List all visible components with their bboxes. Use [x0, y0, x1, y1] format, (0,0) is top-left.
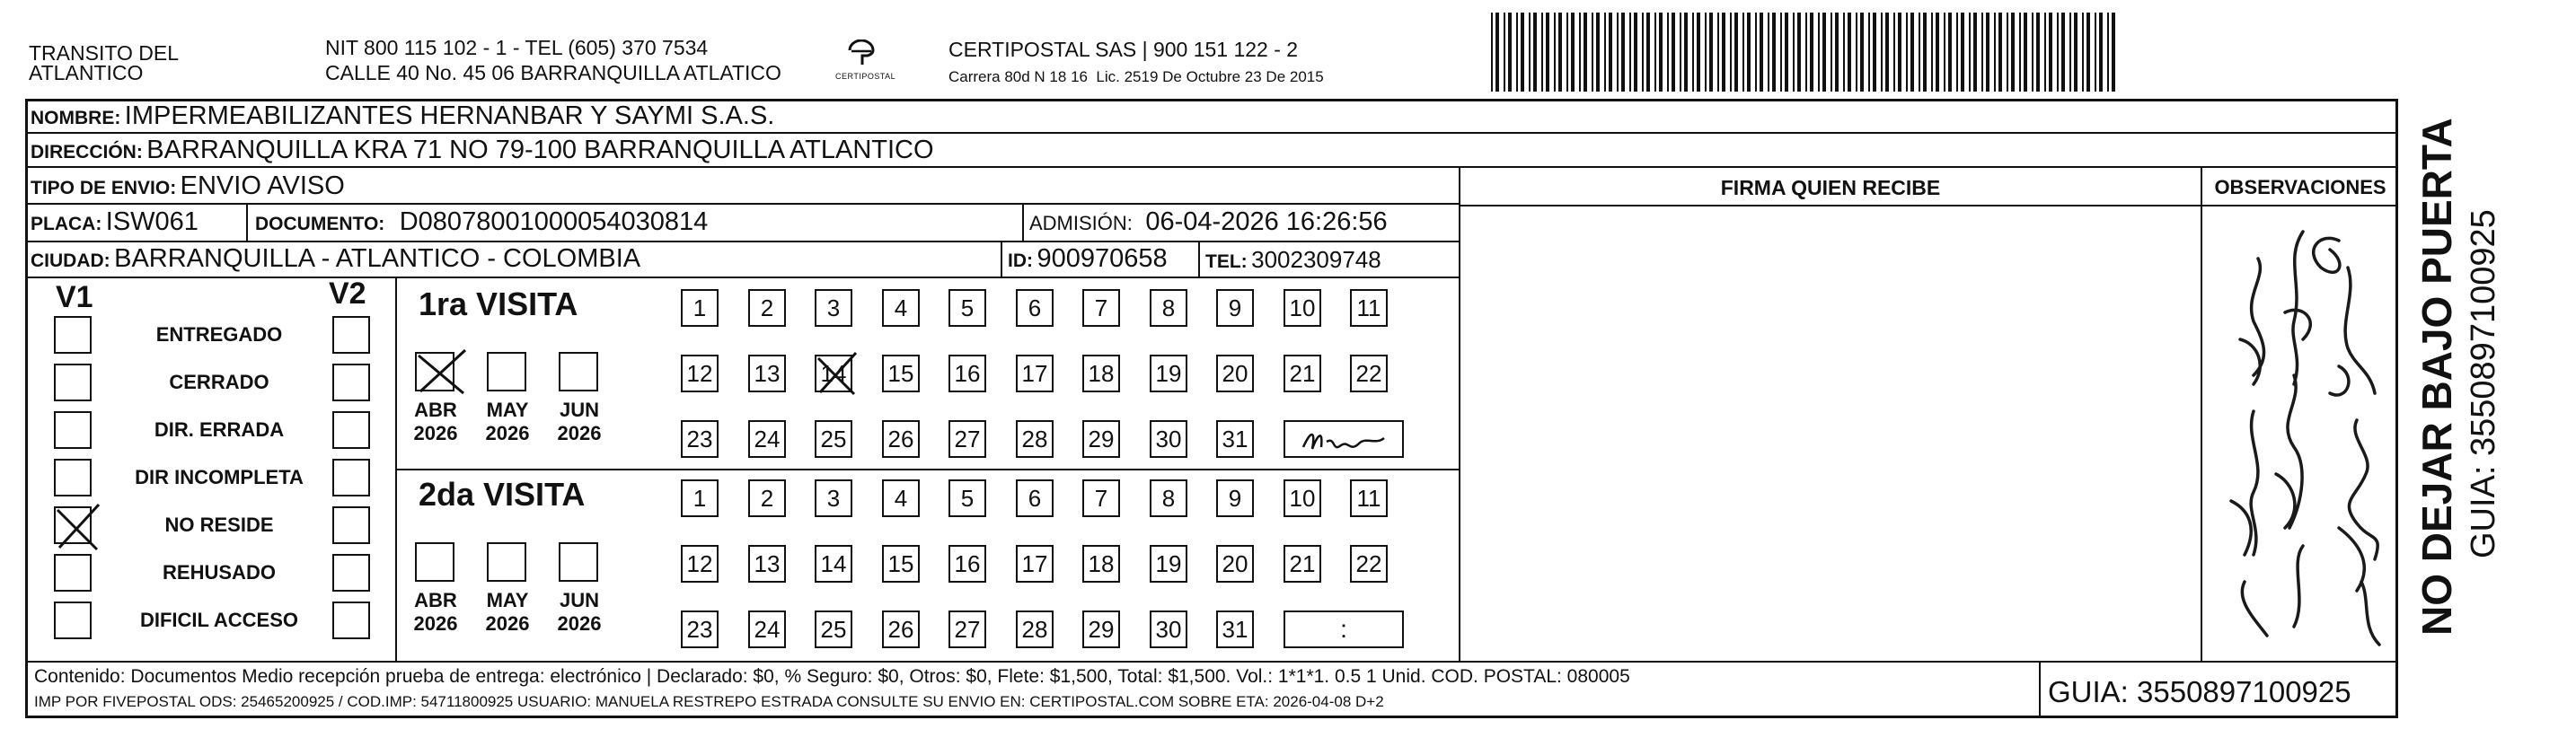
barcode-bar: [1747, 13, 1751, 92]
day-3-box[interactable]: 3: [815, 479, 852, 517]
day-5-box[interactable]: 5: [948, 289, 986, 327]
day-16-box[interactable]: 16: [948, 355, 986, 392]
barcode-bar: [1923, 13, 1927, 92]
footer-print-info: IMP POR FIVEPOSTAL ODS: 25465200925 / COD.IMP: 54711800925 USUARIO: MANUELA RESTREPO ESTRADA CONSULTE SU ENVIO EN: CERTIPOSTAL.COM SOBRE ETA: 2026-04-08 D+2: [34, 693, 1384, 710]
barcode-bar: [1848, 13, 1851, 92]
month-year: 2026: [557, 612, 602, 635]
col-divider: [1459, 166, 1460, 661]
day-13-box[interactable]: 13: [748, 355, 786, 392]
documento-cell: [255, 207, 708, 237]
barcode-bar: [2099, 13, 2103, 92]
courier-license: Carrera 80d N 18 16 Lic. 2519 De Octubre 23 De 2015: [948, 68, 1324, 85]
barcode-bar: [1986, 13, 1989, 92]
barcode-bar: [1742, 13, 1744, 92]
day-8-box[interactable]: 8: [1150, 479, 1187, 517]
documento-label: DOCUMENTO:: [255, 214, 385, 234]
day-17-box[interactable]: 17: [1016, 545, 1054, 583]
v2-checkbox[interactable]: [332, 602, 370, 639]
ciudad-value: BARRANQUILLA - ATLANTICO - COLOMBIA: [114, 244, 641, 273]
day-31-box[interactable]: 31: [1216, 610, 1254, 648]
v2-header: V2: [329, 277, 366, 311]
month-label: [548, 399, 611, 445]
barcode-bar: [1998, 13, 2002, 92]
month-checkbox[interactable]: [487, 352, 526, 391]
barcode-bar: [1910, 13, 1914, 92]
day-24-box[interactable]: 24: [748, 610, 786, 648]
status-option-label: DIFICIL ACCESO: [139, 609, 298, 631]
day-19-box[interactable]: 19: [1150, 355, 1187, 392]
day-5-box[interactable]: 5: [948, 479, 986, 517]
barcode-bar: [1831, 13, 1832, 92]
barcode-bar: [1584, 13, 1587, 92]
day-4-box[interactable]: 4: [882, 289, 920, 327]
barcode-bar: [1508, 13, 1512, 92]
status-option-label: DIR. ERRADA: [154, 418, 285, 441]
month-name: MAY: [486, 399, 529, 421]
barcode-bar: [1672, 13, 1675, 92]
barcode-bar: [2082, 13, 2084, 92]
barcode-bar: [1868, 13, 1870, 92]
month-label: [548, 589, 611, 636]
day-26-box[interactable]: 26: [882, 610, 920, 648]
org-name-line2: ATLANTICO: [29, 61, 144, 84]
barcode-bar: [1768, 13, 1769, 92]
month-name: MAY: [486, 589, 529, 611]
barcode-bar: [1609, 13, 1612, 92]
barcode-bar: [1596, 13, 1600, 92]
barcode-bar: [2024, 13, 2027, 92]
barcode-bar: [1566, 13, 1568, 92]
day-23-box[interactable]: 23: [681, 610, 719, 648]
tel-cell: [1205, 246, 1381, 274]
barcode-bar: [1810, 13, 1813, 92]
day-21-box[interactable]: 21: [1284, 355, 1321, 392]
barcode-bar: [1760, 13, 1763, 92]
month-year: 2026: [485, 422, 530, 444]
month-checkbox[interactable]: [415, 352, 454, 391]
day-6-box[interactable]: 6: [1016, 289, 1054, 327]
row-divider: [25, 277, 1459, 278]
barcode-bar: [1969, 13, 1971, 92]
barcode-bar: [1697, 13, 1700, 92]
status-option-label: DIR INCOMPLETA: [135, 466, 304, 488]
documento-value: D08078001000054030814: [399, 207, 709, 236]
barcode-bar: [1722, 13, 1725, 92]
day-8-box[interactable]: 8: [1150, 289, 1187, 327]
barcode-bar: [1516, 13, 1518, 92]
barcode-bar: [1919, 13, 1920, 92]
day-31-box[interactable]: 31: [1216, 420, 1254, 458]
footer-content: Contenido: Documentos Medio recepción prueba de entrega: electrónico | Declarado: $0, % Seguro: $0, Otros: $0, Flete: $1,500, Total: $1,500. Vol.: 1*1*1. 0.5 1 Unid. COD. POSTAL: 080005: [34, 666, 1630, 687]
row-divider: [25, 241, 1459, 242]
barcode-bar: [1793, 13, 1795, 92]
direccion-value: BARRANQUILLA KRA 71 NO 79-100 BARRANQUILLA ATLANTICO: [146, 136, 934, 164]
status-option-label: NO RESIDE: [164, 514, 274, 536]
day-30-box[interactable]: 30: [1150, 610, 1187, 648]
barcode-bar: [1843, 13, 1845, 92]
barcode-bar: [1642, 13, 1644, 92]
day-3-box[interactable]: 3: [815, 289, 852, 327]
day-14-box[interactable]: 14: [815, 355, 852, 392]
ciudad-cell: [31, 244, 640, 274]
address-line: CALLE 40 No. 45 06 BARRANQUILLA ATLATICO: [325, 61, 781, 84]
barcode-bar: [1717, 13, 1719, 92]
day-14-box[interactable]: 14: [815, 545, 852, 583]
day-11-box[interactable]: 11: [1350, 479, 1388, 517]
month-name: JUN: [559, 399, 599, 421]
barcode-bar: [1948, 13, 1952, 92]
barcode-bar: [1533, 13, 1537, 92]
barcode-bar: [2057, 13, 2059, 92]
courier-logo: [830, 40, 896, 90]
day-16-box[interactable]: 16: [948, 545, 986, 583]
check-mark-icon: [52, 501, 102, 553]
day-22-box[interactable]: 22: [1350, 355, 1388, 392]
barcode-bar: [1667, 13, 1669, 92]
barcode-bar: [1617, 13, 1619, 92]
day-18-box[interactable]: 18: [1082, 545, 1120, 583]
barcode-bar: [1818, 13, 1820, 92]
barcode-bar: [2095, 13, 2096, 92]
day-9-box[interactable]: 9: [1216, 289, 1254, 327]
cell-divider: [1001, 241, 1002, 277]
barcode-bar: [1893, 13, 1895, 92]
day-22-box[interactable]: 22: [1350, 545, 1388, 583]
visit1-title: 1ra VISITA: [419, 285, 578, 322]
row-divider: [25, 166, 2398, 168]
day-28-box[interactable]: 28: [1016, 610, 1054, 648]
barcode: [1491, 13, 2120, 92]
day-2-box[interactable]: 2: [748, 479, 786, 517]
barcode-bar: [1931, 13, 1933, 92]
barcode-bar: [2086, 13, 2090, 92]
v1-checkbox[interactable]: [54, 506, 92, 544]
barcode-bar: [1822, 13, 1826, 92]
day-15-box[interactable]: 15: [882, 355, 920, 392]
v1-checkbox[interactable]: [54, 459, 92, 496]
row-divider: [25, 203, 1459, 205]
barcode-bar: [1629, 13, 1631, 92]
barcode-bar: [2007, 13, 2008, 92]
day-15-box[interactable]: 15: [882, 545, 920, 583]
barcode-bar: [1692, 13, 1694, 92]
barcode-bar: [1705, 13, 1707, 92]
id-value: 900970658: [1037, 244, 1168, 273]
nombre-row: [31, 101, 774, 131]
day-24-box[interactable]: 24: [748, 420, 786, 458]
barcode-bar: [1621, 13, 1625, 92]
v1-checkbox[interactable]: [54, 602, 92, 639]
barcode-bar: [1734, 13, 1738, 92]
status-option-label: CERRADO: [169, 371, 269, 393]
v1-checkbox[interactable]: [54, 316, 92, 354]
v1-checkbox[interactable]: [54, 364, 92, 401]
day-20-box[interactable]: 20: [1216, 355, 1254, 392]
check-mark-icon: [413, 347, 469, 397]
barcode-bar: [1495, 13, 1499, 92]
v2-checkbox[interactable]: [332, 411, 370, 449]
visit-divider: [395, 469, 1459, 470]
cell-divider: [2039, 661, 2041, 718]
day-23-box[interactable]: 23: [681, 420, 719, 458]
barcode-bar: [1835, 13, 1839, 92]
barcode-bar: [1797, 13, 1801, 92]
status-option-label: REHUSADO: [163, 561, 276, 584]
org-name-line1: TRANSITO DEL: [29, 41, 179, 65]
v1-checkbox[interactable]: [54, 411, 92, 449]
day-18-box[interactable]: 18: [1082, 355, 1120, 392]
barcode-bar: [1730, 13, 1732, 92]
observaciones-handwriting: [2204, 205, 2396, 659]
tipo-value: ENVIO AVISO: [180, 171, 345, 200]
barcode-bar: [1646, 13, 1650, 92]
barcode-bar: [2069, 13, 2071, 92]
tipo-row: [31, 171, 345, 201]
day-12-box[interactable]: 12: [681, 545, 719, 583]
barcode-bar: [1881, 13, 1883, 92]
placa-cell: [31, 207, 198, 237]
barcode-bar: [1994, 13, 1996, 92]
day-1-box[interactable]: 1: [681, 479, 719, 517]
day-7-box[interactable]: 7: [1082, 479, 1120, 517]
month-name: ABR: [414, 589, 457, 611]
barcode-bar: [1981, 13, 1983, 92]
day-21-box[interactable]: 21: [1284, 545, 1321, 583]
month-label: [404, 399, 467, 445]
barcode-bar: [1906, 13, 1908, 92]
courier-name: CERTIPOSTAL SAS | 900 151 122 - 2: [948, 38, 1299, 61]
barcode-bar: [2061, 13, 2065, 92]
barcode-bar: [1554, 13, 1556, 92]
barcode-bar: [1898, 13, 1901, 92]
footer-guia: GUIA: 3550897100925: [2048, 675, 2351, 708]
side-warning: NO DEJAR BAJO PUERTA: [2413, 118, 2460, 636]
v2-checkbox[interactable]: [332, 364, 370, 401]
day-27-box[interactable]: 27: [948, 610, 986, 648]
barcode-bar: [1604, 13, 1606, 92]
month-checkbox[interactable]: [559, 542, 598, 582]
side-guia: GUIA: 3550897100925: [2465, 209, 2502, 558]
v1-checkbox[interactable]: [54, 554, 92, 592]
check-mark-icon: [813, 349, 860, 398]
barcode-bar: [1805, 13, 1807, 92]
barcode-bar: [1885, 13, 1889, 92]
day-13-box[interactable]: 13: [748, 545, 786, 583]
barcode-bar: [1680, 13, 1681, 92]
id-label: ID:: [1008, 250, 1033, 271]
month-checkbox[interactable]: [559, 352, 598, 391]
barcode-bar: [1936, 13, 1939, 92]
status-option-label: ENTREGADO: [155, 323, 283, 346]
barcode-bar: [1873, 13, 1876, 92]
barcode-bar: [1659, 13, 1663, 92]
month-name: JUN: [559, 589, 599, 611]
placa-value: ISW061: [105, 207, 198, 236]
barcode-bar: [1684, 13, 1688, 92]
barcode-bar: [1709, 13, 1713, 92]
barcode-bar: [1654, 13, 1656, 92]
v2-checkbox[interactable]: [332, 459, 370, 496]
barcode-bar: [1755, 13, 1757, 92]
barcode-bar: [2019, 13, 2021, 92]
nombre-label: NOMBRE:: [31, 108, 121, 128]
firma-header: FIRMA QUIEN RECIBE: [1720, 176, 1941, 199]
month-name: ABR: [414, 399, 457, 421]
barcode-bar: [1491, 13, 1493, 92]
barcode-bar: [1504, 13, 1505, 92]
admision-value: 06-04-2026 16:26:56: [1145, 207, 1388, 236]
barcode-bar: [1634, 13, 1637, 92]
day-25-box[interactable]: 25: [815, 420, 852, 458]
nombre-value: IMPERMEABILIZANTES HERNANBAR Y SAYMI S.A.S.: [124, 101, 775, 130]
month-label: [476, 589, 539, 636]
admision-label: ADMISIÓN:: [1029, 212, 1133, 234]
month-label: [476, 399, 539, 445]
barcode-bar: [2036, 13, 2040, 92]
tel-value: 3002309748: [1251, 246, 1381, 273]
v2-checkbox[interactable]: [332, 506, 370, 544]
day-11-box[interactable]: 11: [1350, 289, 1388, 327]
month-year: 2026: [485, 612, 530, 635]
barcode-bar: [1785, 13, 1788, 92]
day-2-box[interactable]: 2: [748, 289, 786, 327]
id-cell: [1008, 244, 1168, 274]
cell-divider: [1198, 241, 1200, 277]
day-10-box[interactable]: 10: [1284, 479, 1321, 517]
time-handwriting: [1285, 417, 1402, 460]
day-20-box[interactable]: 20: [1216, 545, 1254, 583]
barcode-bar: [1944, 13, 1945, 92]
courier-logo-text: CERTIPOSTAL: [835, 72, 896, 81]
cell-divider: [1022, 203, 1024, 241]
barcode-bar: [1541, 13, 1543, 92]
nit-line: NIT 800 115 102 - 1 - TEL (605) 370 7534: [325, 36, 709, 59]
barcode-bar: [1860, 13, 1864, 92]
cell-divider: [395, 277, 397, 661]
barcode-bar: [2049, 13, 2052, 92]
barcode-bar: [1856, 13, 1857, 92]
barcode-bar: [2044, 13, 2046, 92]
v1-header: V1: [56, 280, 93, 314]
day-12-box[interactable]: 12: [681, 355, 719, 392]
barcode-bar: [1579, 13, 1581, 92]
month-checkbox[interactable]: [415, 542, 454, 582]
month-year: 2026: [413, 422, 458, 444]
admision-cell: [1029, 207, 1388, 237]
direccion-label: DIRECCIÓN:: [31, 142, 143, 162]
barcode-bar: [1961, 13, 1964, 92]
day-26-box[interactable]: 26: [882, 420, 920, 458]
barcode-bar: [1546, 13, 1549, 92]
cell-divider: [246, 203, 248, 241]
direccion-row: [31, 136, 934, 165]
barcode-bar: [1780, 13, 1782, 92]
barcode-bar: [1521, 13, 1524, 92]
barcode-bar: [2074, 13, 2078, 92]
day-4-box[interactable]: 4: [882, 479, 920, 517]
tipo-label: TIPO DE ENVIO:: [31, 178, 177, 198]
day-6-box[interactable]: 6: [1016, 479, 1054, 517]
barcode-bar: [1592, 13, 1593, 92]
barcode-bar: [2112, 13, 2115, 92]
visit2-title: 2da VISITA: [419, 476, 586, 513]
day-19-box[interactable]: 19: [1150, 545, 1187, 583]
time-field[interactable]: [1284, 420, 1404, 458]
barcode-bar: [1956, 13, 1958, 92]
barcode-bar: [1529, 13, 1531, 92]
day-1-box[interactable]: 1: [681, 289, 719, 327]
tel-label: TEL:: [1205, 251, 1248, 272]
barcode-bar: [1571, 13, 1575, 92]
time-field[interactable]: :: [1284, 610, 1404, 648]
footer-divider: [25, 661, 2398, 663]
barcode-bar: [1558, 13, 1562, 92]
day-30-box[interactable]: 30: [1150, 420, 1187, 458]
month-year: 2026: [557, 422, 602, 444]
barcode-bar: [1772, 13, 1776, 92]
month-year: 2026: [413, 612, 458, 635]
month-checkbox[interactable]: [487, 542, 526, 582]
ciudad-label: CIUDAD:: [31, 250, 110, 271]
observaciones-header: OBSERVACIONES: [2214, 176, 2386, 198]
day-28-box[interactable]: 28: [1016, 420, 1054, 458]
day-29-box[interactable]: 29: [1082, 610, 1120, 648]
v2-checkbox[interactable]: [332, 316, 370, 354]
day-10-box[interactable]: 10: [1284, 289, 1321, 327]
barcode-bar: [2107, 13, 2109, 92]
day-17-box[interactable]: 17: [1016, 355, 1054, 392]
month-label: [404, 589, 467, 636]
day-25-box[interactable]: 25: [815, 610, 852, 648]
day-29-box[interactable]: 29: [1082, 420, 1120, 458]
row-divider: [25, 132, 2398, 134]
v2-checkbox[interactable]: [332, 554, 370, 592]
day-7-box[interactable]: 7: [1082, 289, 1120, 327]
barcode-bar: [2032, 13, 2033, 92]
day-9-box[interactable]: 9: [1216, 479, 1254, 517]
day-27-box[interactable]: 27: [948, 420, 986, 458]
col-divider: [2201, 166, 2202, 661]
barcode-bar: [1973, 13, 1977, 92]
barcode-bar: [2011, 13, 2015, 92]
placa-label: PLACA:: [31, 214, 102, 234]
